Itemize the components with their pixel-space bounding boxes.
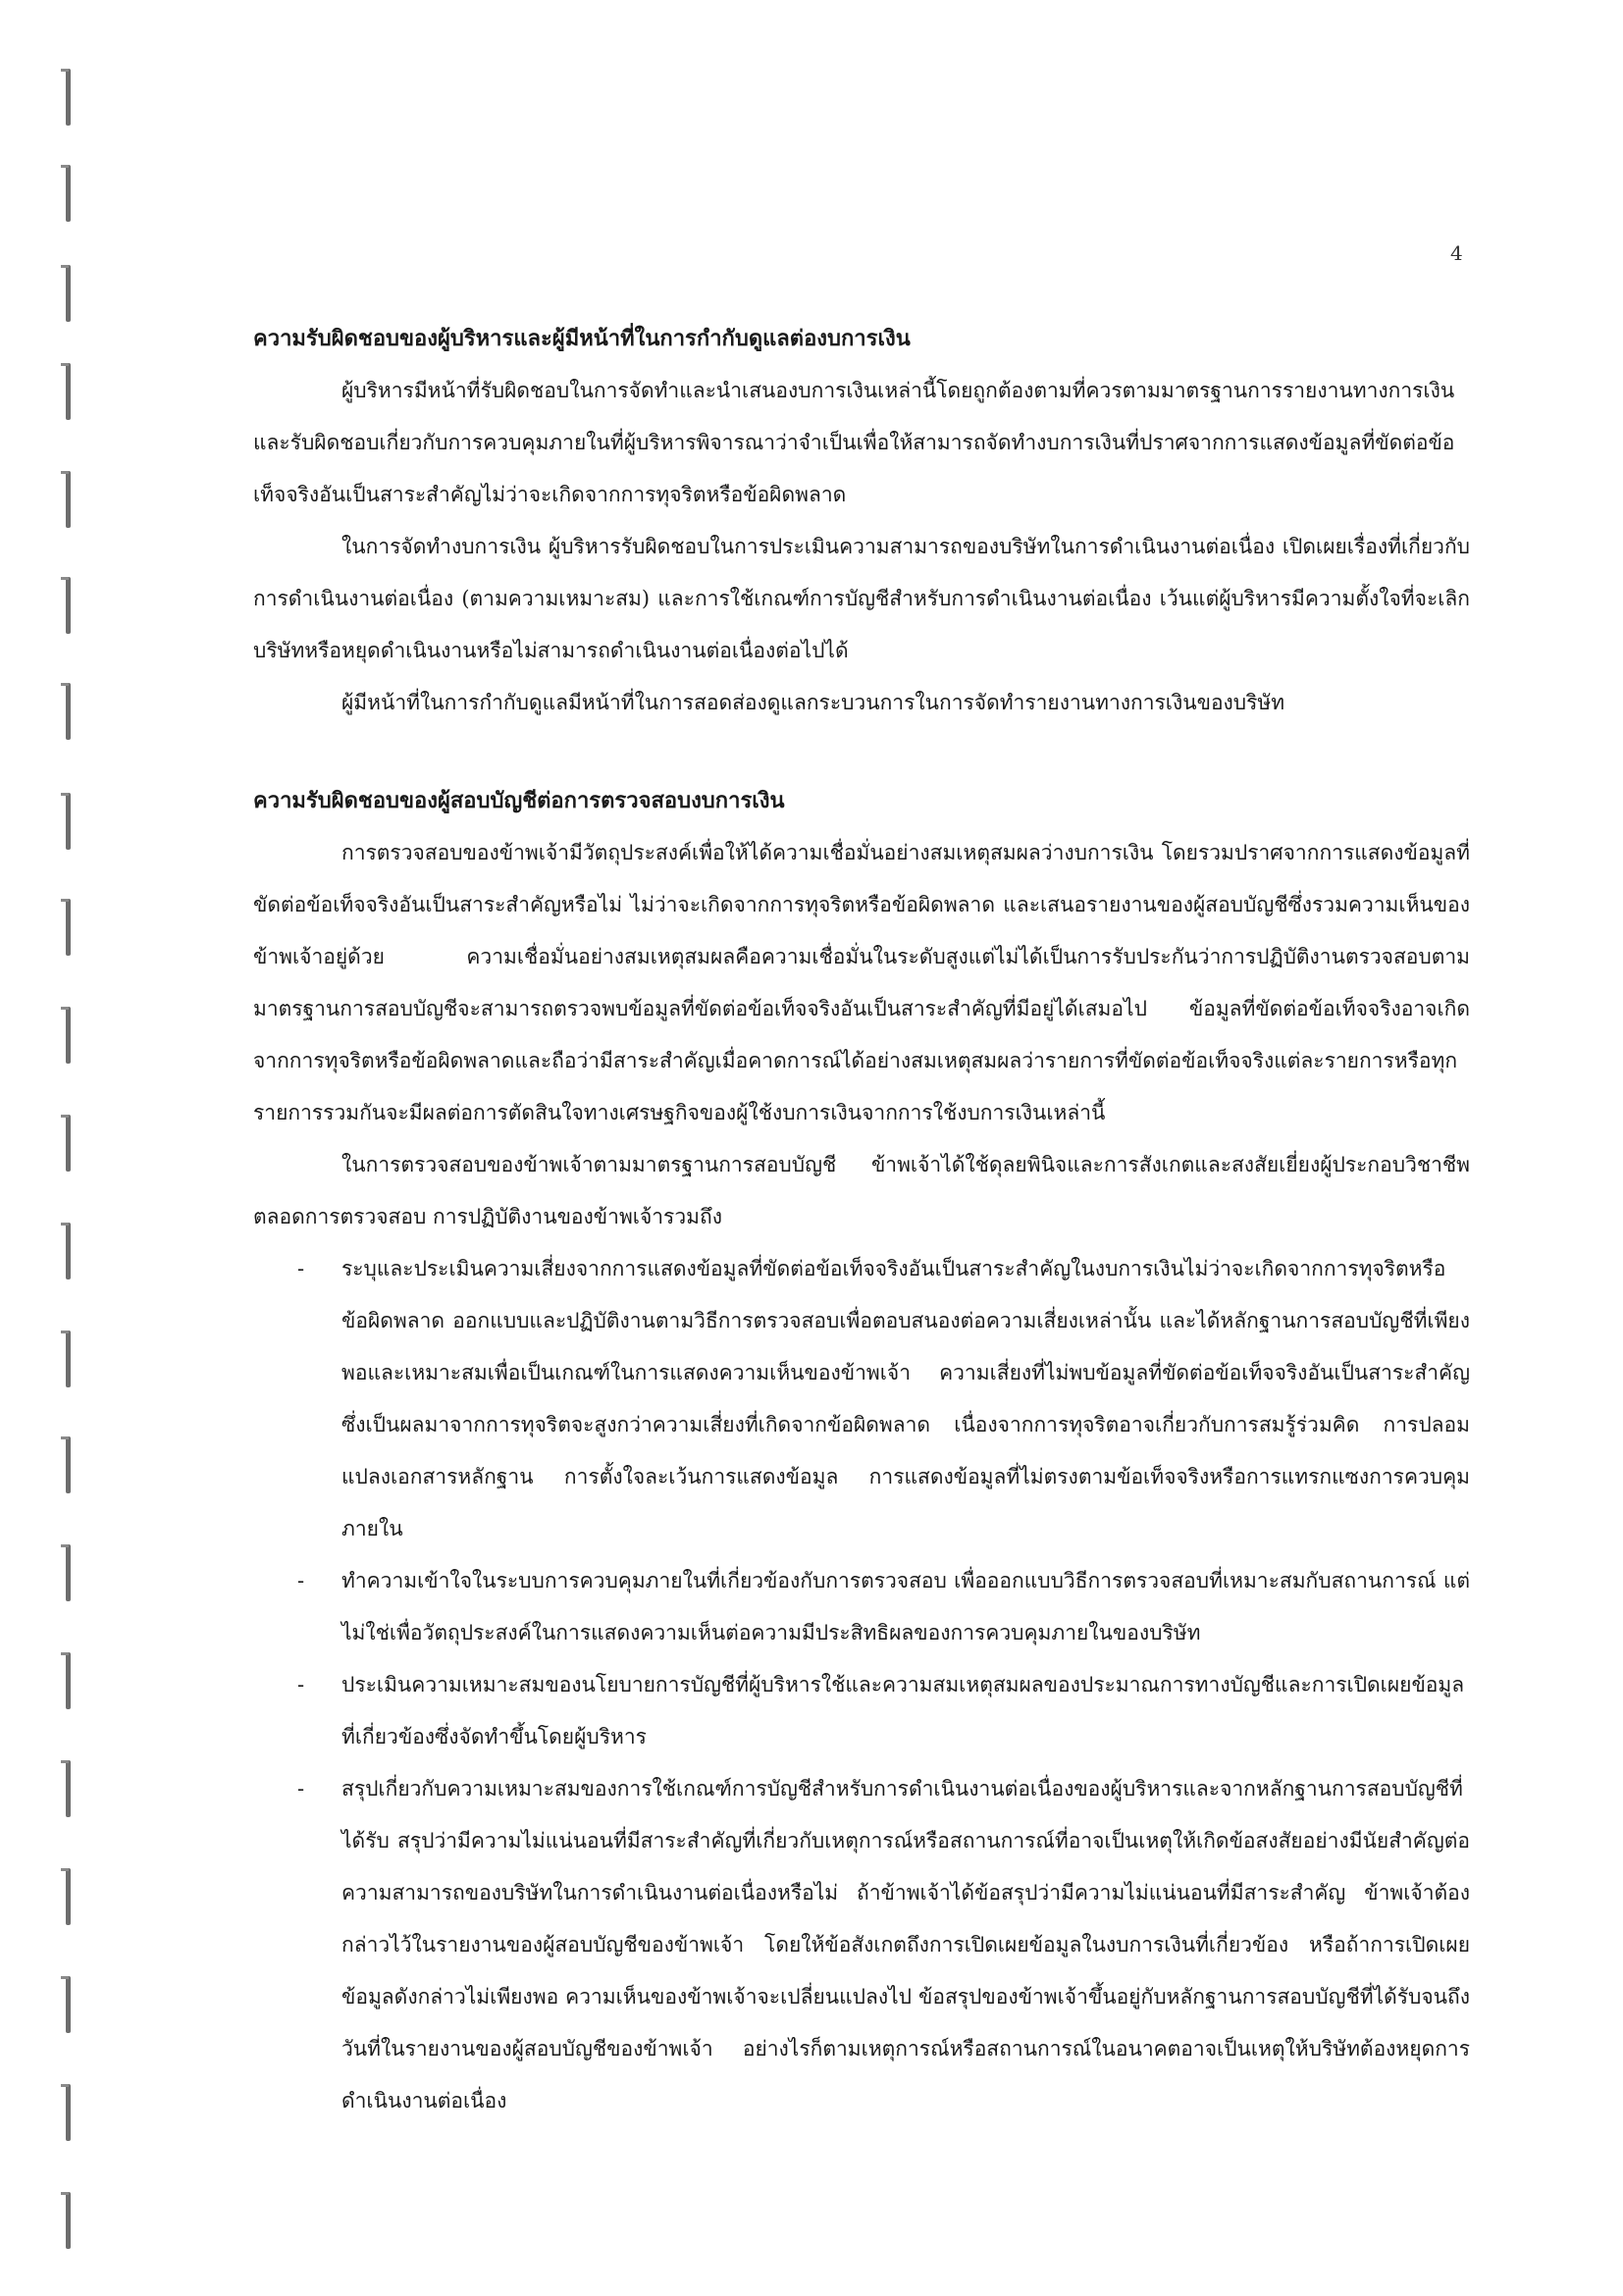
management-responsibility-section [253, 312, 1470, 729]
list-item-text: ประเมินความเหมาะสมของนโยบายการบัญชีที่ผู้บริหารใช้และความสมเหตุสมผลของประมาณการทางบัญชีและการเปิดเผยข้อมูลที่เกี่ยวข้องซึ่งจัดทำขึ้นโดยผู้บริหาร [341, 1673, 1465, 1748]
document-body [253, 312, 1470, 2127]
list-item-text: สรุปเกี่ยวกับความเหมาะสมของการใช้เกณฑ์การบัญชีสำหรับการดำเนินงานต่อเนื่องของผู้บริหารและจากหลักฐานการสอบบัญชีที่ได้รับ สรุปว่ามีความไม่แน่นอนที่มีสาระสำคัญที่เกี่ยวกับเหตุการณ์หรือสถานการณ์ที่อาจเป็นเหตุให้เกิดข้อสงสัยอย่างมีนัยสำคัญต่อความสามารถของบริษัทในการดำเนินงานต่อเนื่องหรือไม่ ถ้าข้าพเจ้าได้ข้อสรุปว่ามีความไม่แน่นอนที่มีสาระสำคัญ ข้าพเจ้าต้องกล่าวไว้ในรายงานของผู้สอบบัญชีของข้าพเจ้า โดยให้ข้อสังเกตถึงการเปิดเผยข้อมูลในงบการเงินที่เกี่ยวข้อง หรือถ้าการเปิดเผยข้อมูลดังกล่าวไม่เพียงพอ ความเห็นของข้าพเจ้าจะเปลี่ยนแปลงไป ข้อสรุปของข้าพเจ้าขึ้นอยู่กับหลักฐานการสอบบัญชีที่ได้รับจนถึงวันที่ในรายงานของผู้สอบบัญชีของข้าพเจ้า อย่างไรก็ตามเหตุการณ์หรือสถานการณ์ในอนาคตอาจเป็นเหตุให้บริษัทต้องหยุดการดำเนินงานต่อเนื่อง [341, 1777, 1470, 2113]
procedure-list [253, 1243, 1470, 2127]
list-item-text: ทำความเข้าใจในระบบการควบคุมภายในที่เกี่ยวข้องกับการตรวจสอบ เพื่อออกแบบวิธีการตรวจสอบที่เหมาะสมกับสถานการณ์ แต่ไม่ใช่เพื่อวัตถุประสงค์ในการแสดงความเห็นต่อความมีประสิทธิผลของการควบคุมภายในของบริษัท [341, 1569, 1470, 1644]
section-heading: ความรับผิดชอบของผู้สอบบัญชีต่อการตรวจสอบงบการเงิน [253, 788, 785, 813]
list-item-text: ระบุและประเมินความเสี่ยงจากการแสดงข้อมูลที่ขัดต่อข้อเท็จจริงอันเป็นสาระสำคัญในงบการเงินไม่ว่าจะเกิดจากการทุจริตหรือข้อผิดพลาด ออกแบบและปฏิบัติงานตามวิธีการตรวจสอบเพื่อตอบสนองต่อความเสี่ยงเหล่านั้น และได้หลักฐานการสอบบัญชีที่เพียงพอและเหมาะสมเพื่อเป็นเกณฑ์ในการแสดงความเห็นของข้าพเจ้า ความเสี่ยงที่ไม่พบข้อมูลที่ขัดต่อข้อเท็จจริงอันเป็นสาระสำคัญซึ่งเป็นผลมาจากการทุจริตจะสูงกว่าความเสี่ยงที่เกิดจากข้อผิดพลาด เนื่องจากการทุจริตอาจเกี่ยวกับการสมรู้ร่วมคิด การปลอมแปลงเอกสารหลักฐาน การตั้งใจละเว้นการแสดงข้อมูล การแสดงข้อมูลที่ไม่ตรงตามข้อเท็จจริงหรือการแทรกแซงการควบคุมภายใน [341, 1257, 1470, 1540]
paragraph: ผู้มีหน้าที่ในการกำกับดูแลมีหน้าที่ในการสอดส่องดูแลกระบวนการในการจัดทำรายงานทางการเงินของบริษัท [341, 691, 1285, 714]
paragraph: การตรวจสอบของข้าพเจ้ามีวัตถุประสงค์เพื่อให้ได้ความเชื่อมั่นอย่างสมเหตุสมผลว่างบการเงิน โดยรวมปราศจากการแสดงข้อมูลที่ขัดต่อข้อเท็จจริงอันเป็นสาระสำคัญหรือไม่ ไม่ว่าจะเกิดจากการทุจริตหรือข้อผิดพลาด และเสนอรายงานของผู้สอบบัญชีซึ่งรวมความเห็นของข้าพเจ้าอยู่ด้วย ความเชื่อมั่นอย่างสมเหตุสมผลคือความเชื่อมั่นในระดับสูงแต่ไม่ได้เป็นการรับประกันว่าการปฏิบัติงานตรวจสอบตามมาตรฐานการสอบบัญชีจะสามารถตรวจพบข้อมูลที่ขัดต่อข้อเท็จจริงอันเป็นสาระสำคัญที่มีอยู่ได้เสมอไป ข้อมูลที่ขัดต่อข้อเท็จจริงอาจเกิดจากการทุจริตหรือข้อผิดพลาดและถือว่ามีสาระสำคัญเมื่อคาดการณ์ได้อย่างสมเหตุสมผลว่ารายการที่ขัดต่อข้อเท็จจริงแต่ละรายการหรือทุกรายการรวมกันจะมีผลต่อการตัดสินใจทางเศรษฐกิจของผู้ใช้งบการเงินจากการใช้งบการเงินเหล่านี้ [253, 841, 1470, 1124]
list-item [253, 1763, 1470, 2127]
paragraph: ในการตรวจสอบของข้าพเจ้าตามมาตรฐานการสอบบัญชี ข้าพเจ้าได้ใช้ดุลยพินิจและการสังเกตและสงสัยเยี่ยงผู้ประกอบวิชาชีพตลอดการตรวจสอบ การปฏิบัติงานของข้าพเจ้ารวมถึง [253, 1153, 1470, 1228]
list-item [253, 1659, 1470, 1763]
paragraph: ในการจัดทำงบการเงิน ผู้บริหารรับผิดชอบในการประเมินความสามารถของบริษัทในการดำเนินงานต่อเนื่อง เปิดเผยเรื่องที่เกี่ยวกับการดำเนินงานต่อเนื่อง (ตามความเหมาะสม) และการใช้เกณฑ์การบัญชีสำหรับการดำเนินงานต่อเนื่อง เว้นแต่ผู้บริหารมีความตั้งใจที่จะเลิกบริษัทหรือหยุดดำเนินงานหรือไม่สามารถดำเนินงานต่อเนื่องต่อไปได้ [253, 535, 1470, 662]
list-item [253, 1243, 1470, 1555]
list-item [253, 1555, 1470, 1659]
section-spacer [253, 729, 1470, 774]
bullet-dash: - [297, 1569, 305, 1592]
bullet-dash: - [297, 1257, 305, 1280]
paragraph: ผู้บริหารมีหน้าที่รับผิดชอบในการจัดทำและนำเสนองบการเงินเหล่านี้โดยถูกต้องตามที่ควรตามมาตรฐานการรายงานทางการเงิน และรับผิดชอบเกี่ยวกับการควบคุมภายในที่ผู้บริหารพิจารณาว่าจำเป็นเพื่อให้สามารถจัดทำงบการเงินที่ปราศจากการแสดงข้อมูลที่ขัดต่อข้อเท็จจริงอันเป็นสาระสำคัญไม่ว่าจะเกิดจากการทุจริตหรือข้อผิดพลาด [253, 379, 1455, 506]
bullet-dash: - [297, 1673, 305, 1696]
bullet-dash: - [297, 1777, 305, 1800]
page-number: 4 [1450, 241, 1463, 265]
document-binding-marks [61, 59, 80, 2276]
section-heading: ความรับผิดชอบของผู้บริหารและผู้มีหน้าที่ในการกำกับดูแลต่องบการเงิน [253, 326, 911, 351]
auditor-responsibility-section [253, 774, 1470, 2127]
